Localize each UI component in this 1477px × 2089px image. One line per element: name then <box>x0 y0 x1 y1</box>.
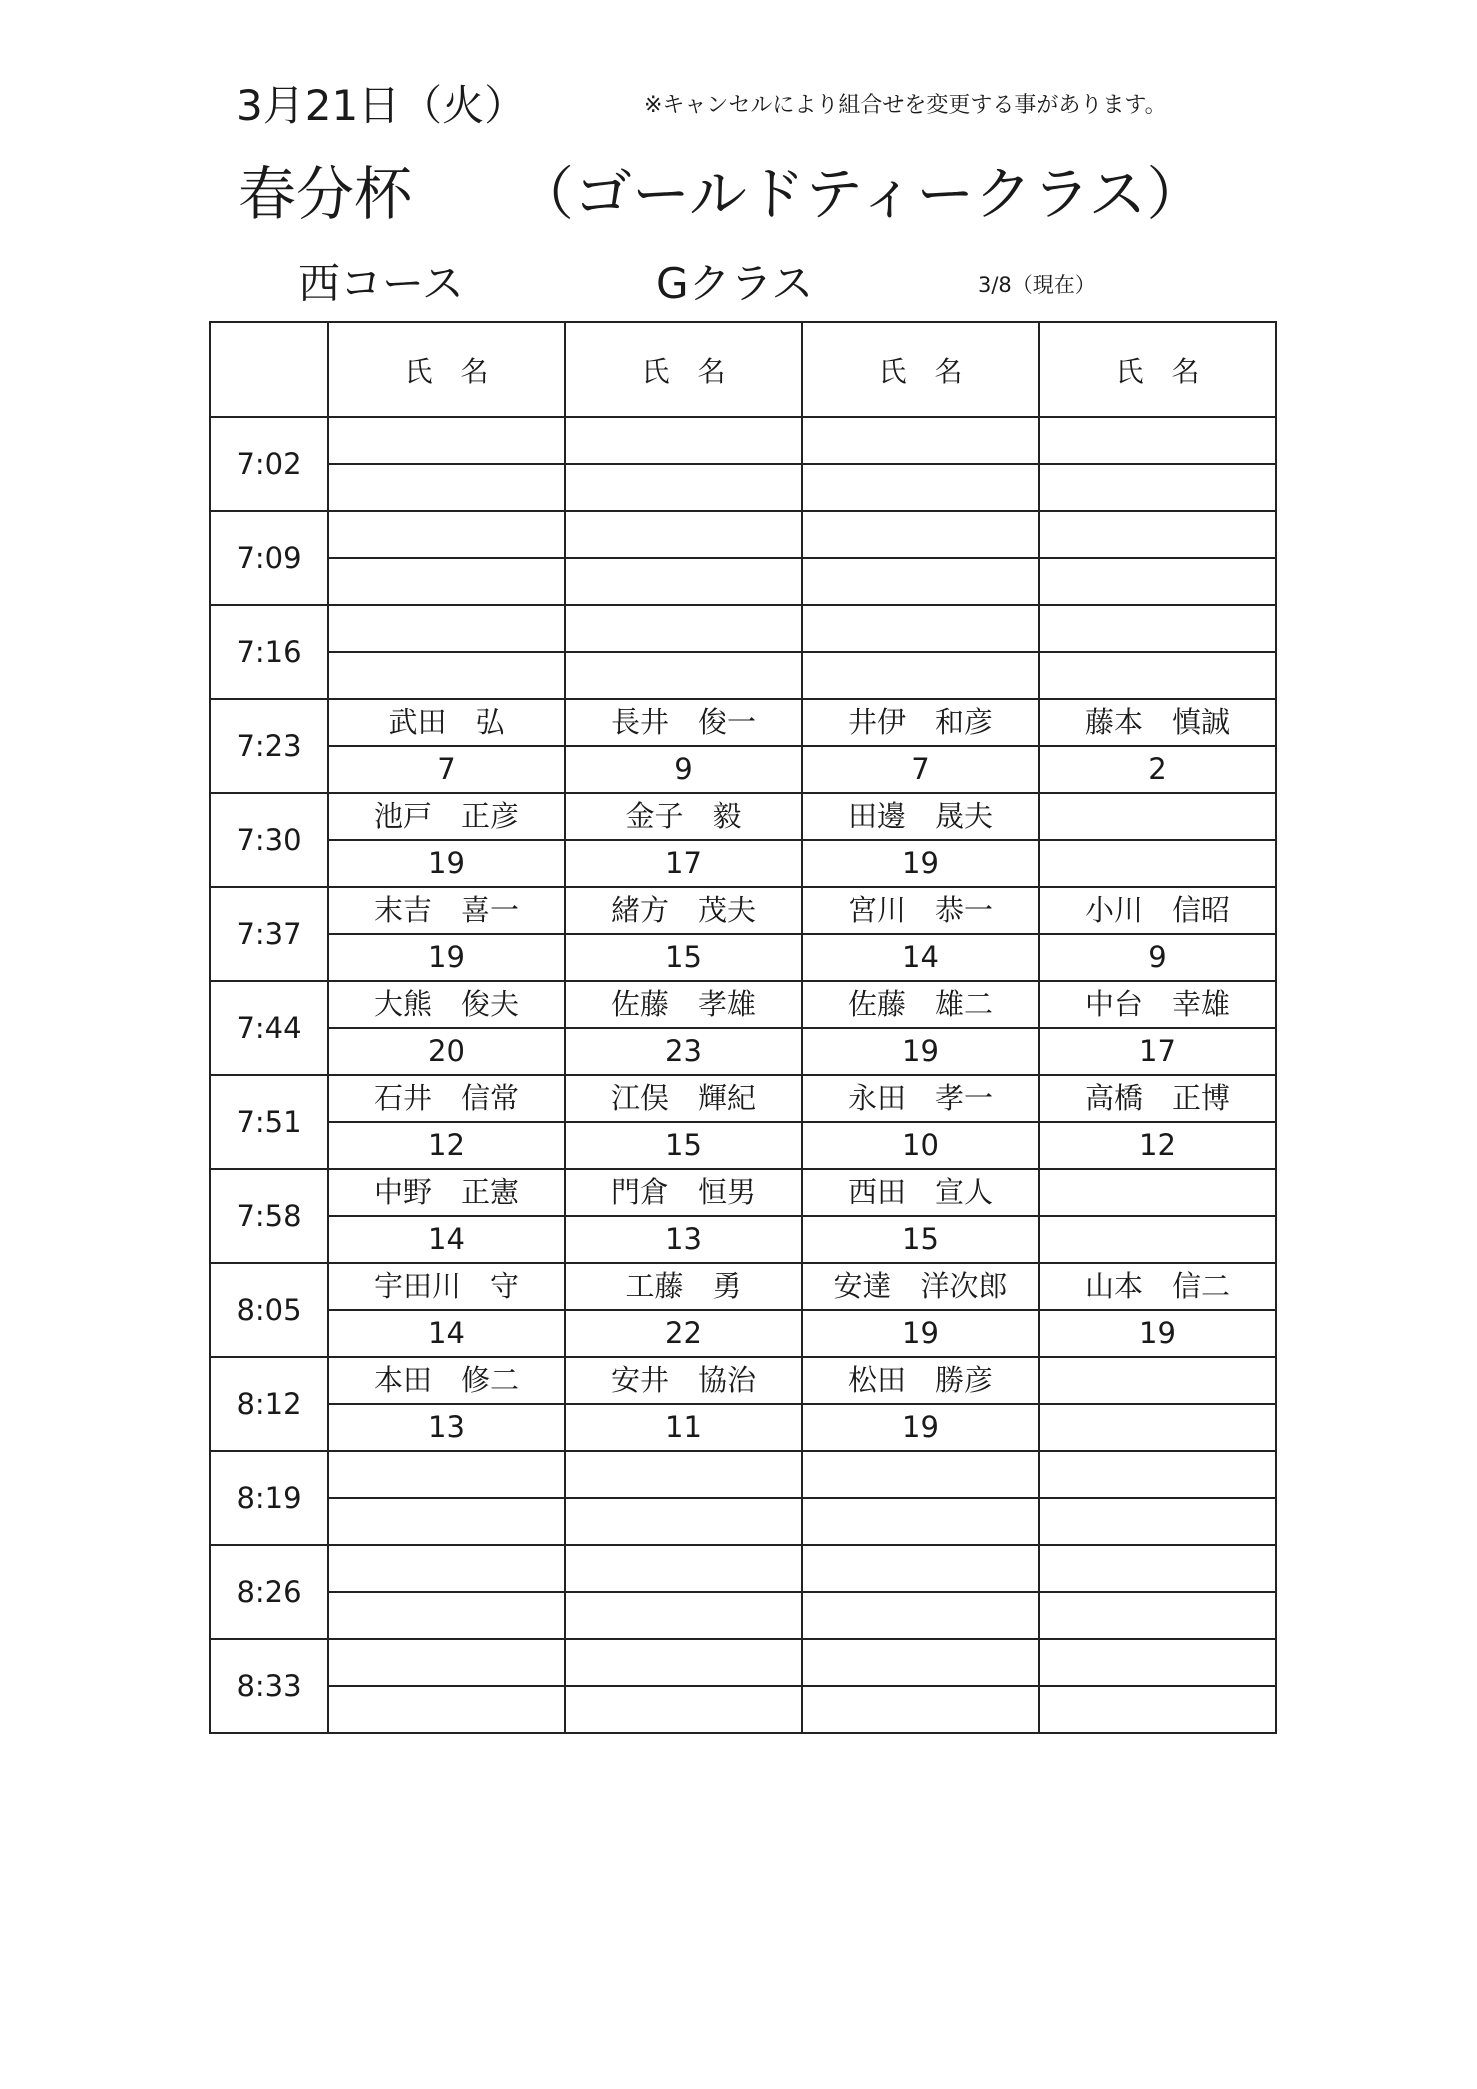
player-handicap <box>1039 840 1276 887</box>
name-column-header: 氏 名 <box>328 322 565 417</box>
player-name <box>1039 1451 1276 1498</box>
player-handicap <box>565 558 802 605</box>
player-name: 中台 幸雄 <box>1039 981 1276 1028</box>
player-handicap: 19 <box>328 840 565 887</box>
class-name: Gクラス <box>656 259 814 308</box>
table-row <box>210 1498 1276 1545</box>
player-name <box>328 1545 565 1592</box>
player-handicap <box>1039 1498 1276 1545</box>
player-handicap: 19 <box>802 1404 1039 1451</box>
tee-time-rows <box>210 417 1276 1733</box>
player-handicap: 13 <box>328 1404 565 1451</box>
name-column-header: 氏 名 <box>1039 322 1276 417</box>
player-handicap <box>565 1592 802 1639</box>
player-name: 宇田川 守 <box>328 1263 565 1310</box>
table-header-row <box>210 322 1276 417</box>
player-name <box>802 1451 1039 1498</box>
player-handicap <box>802 464 1039 511</box>
player-name: 高橋 正博 <box>1039 1075 1276 1122</box>
player-name: 大熊 俊夫 <box>328 981 565 1028</box>
event-date: 3月21日（火） <box>236 81 527 130</box>
player-name: 田邊 晟夫 <box>802 793 1039 840</box>
player-handicap: 19 <box>328 934 565 981</box>
table-row <box>210 1028 1276 1075</box>
player-name: 長井 俊一 <box>565 699 802 746</box>
table-row <box>210 793 1276 840</box>
table-row <box>210 511 1276 558</box>
player-name: 末吉 喜一 <box>328 887 565 934</box>
player-name <box>1039 1639 1276 1686</box>
player-name: 佐藤 雄二 <box>802 981 1039 1028</box>
player-name: 西田 宣人 <box>802 1169 1039 1216</box>
player-name <box>328 417 565 464</box>
player-name: 小川 信昭 <box>1039 887 1276 934</box>
player-name <box>802 511 1039 558</box>
player-name <box>802 1545 1039 1592</box>
player-handicap <box>328 558 565 605</box>
player-handicap <box>1039 1404 1276 1451</box>
player-handicap: 7 <box>802 746 1039 793</box>
player-name <box>1039 1357 1276 1404</box>
table-row <box>210 605 1276 652</box>
player-handicap <box>565 1686 802 1733</box>
player-name <box>565 417 802 464</box>
page-title <box>238 156 1205 232</box>
table-row <box>210 417 1276 464</box>
player-handicap <box>565 1498 802 1545</box>
player-handicap <box>1039 1592 1276 1639</box>
player-handicap: 20 <box>328 1028 565 1075</box>
table-row <box>210 1216 1276 1263</box>
cancellation-notice: ※キャンセルにより組合せを変更する事があります。 <box>644 93 1167 118</box>
player-handicap <box>1039 652 1276 699</box>
player-name <box>802 1639 1039 1686</box>
player-handicap <box>1039 1216 1276 1263</box>
table-row <box>210 746 1276 793</box>
player-handicap <box>802 1498 1039 1545</box>
player-handicap: 23 <box>565 1028 802 1075</box>
player-handicap: 15 <box>565 1122 802 1169</box>
player-name <box>565 1451 802 1498</box>
player-handicap: 22 <box>565 1310 802 1357</box>
player-name: 金子 毅 <box>565 793 802 840</box>
table-row <box>210 981 1276 1028</box>
player-name: 池戸 正彦 <box>328 793 565 840</box>
player-name: 中野 正憲 <box>328 1169 565 1216</box>
table-row <box>210 887 1276 934</box>
player-name <box>1039 1169 1276 1216</box>
player-handicap <box>328 652 565 699</box>
tee-time: 7:30 <box>210 793 328 887</box>
player-name <box>802 417 1039 464</box>
table-row <box>210 1169 1276 1216</box>
player-handicap <box>802 1592 1039 1639</box>
player-handicap: 11 <box>565 1404 802 1451</box>
table-row <box>210 1592 1276 1639</box>
player-handicap <box>802 558 1039 605</box>
table-row <box>210 558 1276 605</box>
player-name: 本田 修二 <box>328 1357 565 1404</box>
player-handicap <box>1039 464 1276 511</box>
class-title: （ゴールドティークラス） <box>516 160 1205 228</box>
player-name: 永田 孝一 <box>802 1075 1039 1122</box>
player-handicap: 14 <box>328 1310 565 1357</box>
player-handicap: 7 <box>328 746 565 793</box>
tee-time: 7:09 <box>210 511 328 605</box>
player-handicap: 12 <box>328 1122 565 1169</box>
player-name: 工藤 勇 <box>565 1263 802 1310</box>
table-row <box>210 1639 1276 1686</box>
player-handicap: 2 <box>1039 746 1276 793</box>
player-name: 緒方 茂夫 <box>565 887 802 934</box>
player-handicap <box>328 1498 565 1545</box>
player-name: 武田 弘 <box>328 699 565 746</box>
player-handicap: 19 <box>802 840 1039 887</box>
tee-time: 7:02 <box>210 417 328 511</box>
tee-time: 7:16 <box>210 605 328 699</box>
player-name: 安井 協治 <box>565 1357 802 1404</box>
time-column-header <box>210 322 328 417</box>
player-name: 石井 信常 <box>328 1075 565 1122</box>
player-handicap: 19 <box>802 1028 1039 1075</box>
player-name: 門倉 恒男 <box>565 1169 802 1216</box>
table-row <box>210 1075 1276 1122</box>
tee-time: 7:51 <box>210 1075 328 1169</box>
player-name <box>1039 417 1276 464</box>
player-name: 安達 洋次郎 <box>802 1263 1039 1310</box>
player-handicap: 10 <box>802 1122 1039 1169</box>
tee-time: 8:33 <box>210 1639 328 1733</box>
player-handicap <box>565 652 802 699</box>
player-handicap <box>802 652 1039 699</box>
player-handicap <box>328 464 565 511</box>
player-name: 松田 勝彦 <box>802 1357 1039 1404</box>
tee-time-table <box>209 321 1277 1734</box>
table-row <box>210 1451 1276 1498</box>
player-handicap: 19 <box>1039 1310 1276 1357</box>
player-name <box>565 511 802 558</box>
tee-time: 7:37 <box>210 887 328 981</box>
table-row <box>210 1404 1276 1451</box>
player-handicap: 13 <box>565 1216 802 1263</box>
player-name: 井伊 和彦 <box>802 699 1039 746</box>
table-row <box>210 1686 1276 1733</box>
player-handicap: 15 <box>802 1216 1039 1263</box>
player-handicap: 15 <box>565 934 802 981</box>
table-row <box>210 1545 1276 1592</box>
player-name <box>802 605 1039 652</box>
table-row <box>210 934 1276 981</box>
player-name: 山本 信二 <box>1039 1263 1276 1310</box>
player-handicap: 17 <box>1039 1028 1276 1075</box>
player-name <box>1039 793 1276 840</box>
tee-time: 8:19 <box>210 1451 328 1545</box>
player-handicap: 9 <box>1039 934 1276 981</box>
table-row <box>210 1310 1276 1357</box>
tee-time: 7:23 <box>210 699 328 793</box>
tee-time: 7:58 <box>210 1169 328 1263</box>
table-row <box>210 1263 1276 1310</box>
event-name: 春分杯 <box>238 160 413 228</box>
player-name <box>328 1639 565 1686</box>
tee-time: 8:12 <box>210 1357 328 1451</box>
course-name: 西コース <box>298 259 464 308</box>
table-row <box>210 464 1276 511</box>
player-name <box>1039 511 1276 558</box>
name-column-header: 氏 名 <box>565 322 802 417</box>
table-row <box>210 699 1276 746</box>
tee-time: 7:44 <box>210 981 328 1075</box>
as-of-date: 3/8（現在） <box>978 273 1096 297</box>
player-handicap: 14 <box>802 934 1039 981</box>
player-name <box>328 511 565 558</box>
table-row <box>210 840 1276 887</box>
player-name <box>328 605 565 652</box>
player-name: 宮川 恭一 <box>802 887 1039 934</box>
player-name <box>1039 605 1276 652</box>
player-handicap <box>1039 558 1276 605</box>
player-handicap <box>328 1592 565 1639</box>
table-row <box>210 652 1276 699</box>
player-name: 江俣 輝紀 <box>565 1075 802 1122</box>
player-handicap <box>328 1686 565 1733</box>
tee-time: 8:05 <box>210 1263 328 1357</box>
player-handicap <box>802 1686 1039 1733</box>
player-handicap: 12 <box>1039 1122 1276 1169</box>
name-column-header: 氏 名 <box>802 322 1039 417</box>
player-name <box>328 1451 565 1498</box>
player-handicap: 9 <box>565 746 802 793</box>
player-handicap: 14 <box>328 1216 565 1263</box>
player-name <box>565 605 802 652</box>
table-row <box>210 1357 1276 1404</box>
player-handicap: 19 <box>802 1310 1039 1357</box>
player-name <box>565 1639 802 1686</box>
player-name: 佐藤 孝雄 <box>565 981 802 1028</box>
tee-time: 8:26 <box>210 1545 328 1639</box>
player-handicap <box>1039 1686 1276 1733</box>
table-row <box>210 1122 1276 1169</box>
player-handicap: 17 <box>565 840 802 887</box>
player-name <box>565 1545 802 1592</box>
player-name: 藤本 慎誠 <box>1039 699 1276 746</box>
player-handicap <box>565 464 802 511</box>
player-name <box>1039 1545 1276 1592</box>
